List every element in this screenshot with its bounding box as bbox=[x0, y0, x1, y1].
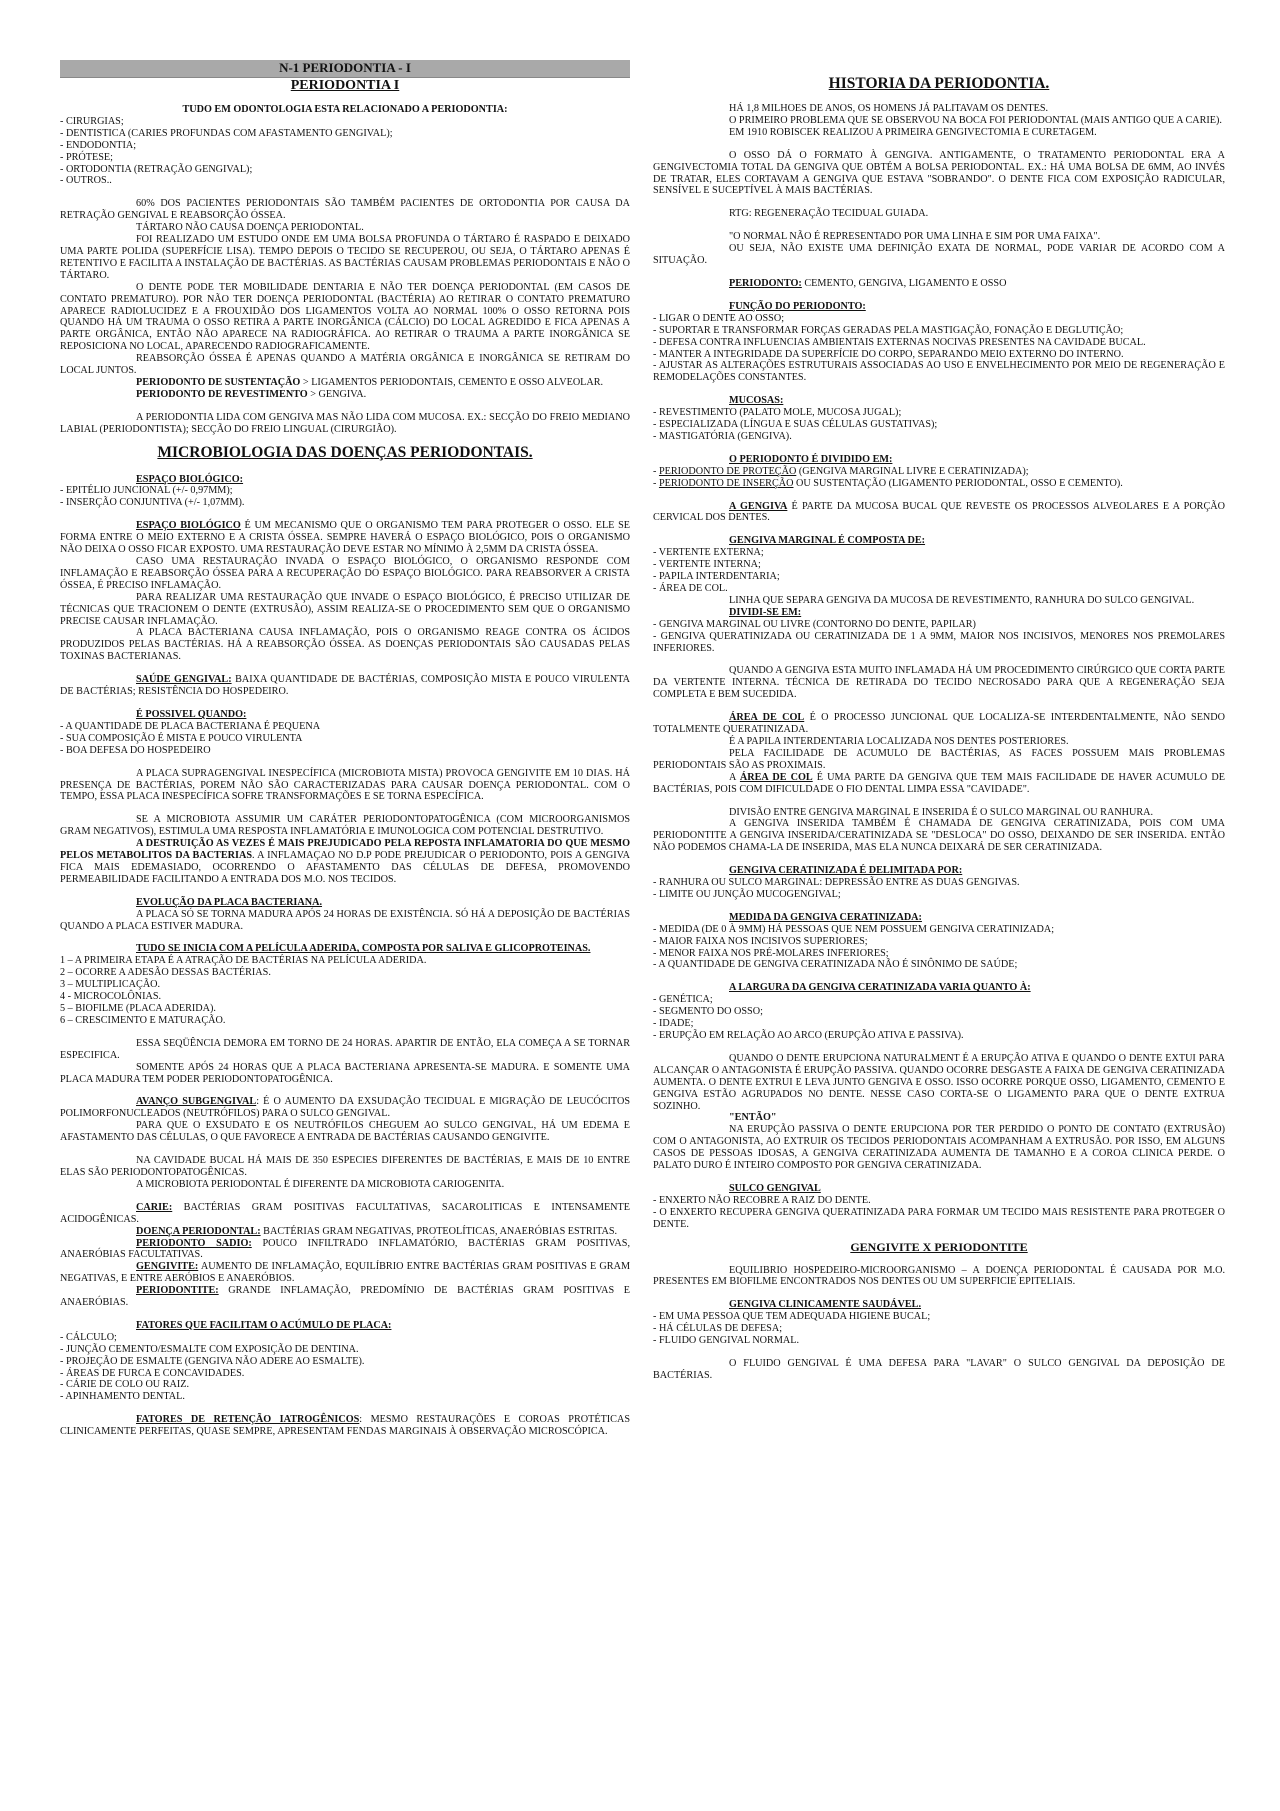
list-item: - MEDIDA (DE 0 À 9MM) HÁ PESSOAS QUE NEM POSSUEM GENGIVA CERATINIZADA; bbox=[653, 923, 1055, 935]
paragraph: A PLACA SUPRAGENGIVAL INESPECÍFICA (MICROBIOTA MISTA) PROVOCA GENGIVITE EM 10 DIAS. HÁ PRESENÇA DE BACTÉRIAS, POREM NÃO SÃO CARACTERIZADAS PARA CAUSAR DOENÇA PERIODONTAL. COM O TEMPO, ESSA PLACA INESPECÍFICA SOFRE TRANSFORMAÇÕES E SE TORNA ESPECÍFICA. bbox=[60, 767, 630, 803]
list-item: - MASTIGATÓRIA (GENGIVA). bbox=[653, 430, 792, 442]
paragraph: LINHA QUE SEPARA GENGIVA DA MUCOSA DE REVESTIMENTO, RANHURA DO SULCO GENGIVAL. bbox=[729, 594, 1195, 606]
paragraph: A GENGIVA INSERIDA TAMBÉM É CHAMADA DE GENGIVA CERATINIZADA, POIS COM UMA PERIODONTITE A GENGIVA INSERIDA/CERATINIZADA SE "DESLOCA" DO OSSO, DEIXANDO DE SER INSERIDA. ENTÃO NÃO PODEMOS CHAMA-LA DE INSERIDA, MAS ELA NUNCA DEIXARÁ DE SER CERATINIZADA. bbox=[653, 818, 1225, 854]
list-item: - VERTENTE INTERNA; bbox=[653, 559, 761, 571]
bold-term: A GENGIVA bbox=[729, 500, 788, 512]
list-item: - CÁLCULO; bbox=[60, 1331, 117, 1343]
section-title: HISTORIA DA PERIODONTIA. bbox=[828, 75, 1050, 92]
list-item: - APINHAMENTO DENTAL. bbox=[60, 1391, 185, 1403]
paragraph: O FLUIDO GENGIVAL É UMA DEFESA PARA "LAVAR" O SULCO GENGIVAL DA DEPOSIÇÃO DE BACTÉRIAS. bbox=[653, 1357, 1225, 1381]
list-item: - EM UMA PESSOA QUE TEM ADEQUADA HIGIENE BUCAL; bbox=[653, 1311, 931, 1323]
intro-heading: TUDO EM ODONTOLOGIA ESTA RELACIONADO A PERIODONTIA: bbox=[182, 104, 508, 115]
list-item: - ÁREAS DE FURCA E CONCAVIDADES. bbox=[60, 1367, 245, 1379]
text-run: GRANDE INFLAMAÇÃO, PREDOMÍNIO DE BACTÉRIAS GRAM POSITIVAS E ANAERÓBIAS. bbox=[60, 1285, 630, 1309]
paragraph: "O NORMAL NÃO É REPRESENTADO POR UMA LINHA E SIM POR UMA FAIXA". bbox=[729, 231, 1101, 243]
list-item: - GENÉTICA; bbox=[653, 994, 713, 1006]
text-run: : MESMO RESTAURAÇÕES E COROAS PROTÉTICAS CLINICAMENTE PERFEITAS, QUASE SEMPRE, APRESENTAM FENDAS MARGINAIS À OBSERVAÇÃO MICROSCÓPICA. bbox=[60, 1414, 630, 1438]
paragraph: QUANDO O DENTE ERUPCIONA NATURALMENT É A ERUPÇÃO ATIVA E QUANDO O DENTE EXTUI PARA ALCANÇAR O ANTAGONISTA É ERUPÇÃO PASSIVA. QUANDO OCORRE DESGASTE A FAIXA DE GENGIVA CERATINIZADA AUMENTA. O DENTE EXTRUI E LEVA JUNTO GENGIVA E OSSO. ISSO OCORRE PORQUE OSSO, LIGAMENTO, CEMENTO E GENGIVA ESTÃO AGRUPADOS NO DENTE. NESSE CASO CORTA-SE O LIGAMENTO PARA QUE O DENTE EXTRUA SOZINHO. bbox=[653, 1052, 1225, 1112]
paragraph bbox=[60, 1414, 630, 1438]
list-item: - PROJEÇÃO DE ESMALTE (GENGIVA NÃO ADERE AO ESMALTE). bbox=[60, 1355, 365, 1367]
right-column bbox=[653, 60, 1225, 1382]
list-item: - DENTISTICA (CARIES PROFUNDAS COM AFASTAMENTO GENGIVAL); bbox=[60, 127, 393, 139]
list-item: - CIRURGIAS; bbox=[60, 115, 124, 127]
list-item: - ERUPÇÃO EM RELAÇÃO AO ARCO (ERUPÇÃO ATIVA E PASSIVA). bbox=[653, 1030, 964, 1041]
text-run: POUCO INFILTRADO INFLAMATÓRIO, BACTÉRIAS GRAM POSITIVAS, ANAERÓBIAS FACULTATIVAS. bbox=[60, 1237, 630, 1261]
list-item: 6 – CRESCIMENTO E MATURAÇÃO. bbox=[60, 1014, 226, 1026]
bold-term: A DESTRUIÇÃO AS VEZES É MAIS PREJUDICADO PELA REPOSTA INFLAMATORIA DO QUE MESMO PELOS METABOLITOS DA BACTERIAS bbox=[60, 838, 630, 862]
paragraph bbox=[60, 377, 630, 389]
text-run: A bbox=[729, 771, 740, 783]
bold-term: FATORES DE RETENÇÃO IATROGÊNICOS bbox=[136, 1414, 360, 1426]
subsection-title: DIVIDI-SE EM: bbox=[729, 606, 802, 618]
paragraph bbox=[60, 389, 630, 401]
list-item: - INSERÇÃO CONJUNTIVA (+/- 1,07MM). bbox=[60, 497, 245, 509]
list-item: - MENOR FAIXA NOS PRÉ-MOLARES INFERIORES; bbox=[653, 947, 889, 959]
left-column bbox=[60, 60, 630, 1438]
text-run: É UM MECANISMO QUE O ORGANISMO TEM PARA PROTEGER O OSSO. ELE SE FORMA ENTRE O MEIO EXTERNO E A CRISTA ÓSSEA. SEMPRE HAVERÁ O ESPAÇO BIOLÓGICO, POIS O ORGANISMO NÃO DEIXA O OSSO FICAR EXPOSTO. UMA RESTAURAÇÃO DEVE ESTAR NO MÍNIMO À 2,5MM DA CRISTA ÓSSEA. bbox=[60, 520, 630, 556]
text-run: AUMENTO DE INFLAMAÇÃO, EQUILÍBRIO ENTRE BACTÉRIAS GRAM POSITIVAS E GRAM NEGATIVAS, E ENTRE AERÓBIOS E ANAERÓBIOS. bbox=[60, 1261, 630, 1285]
paragraph: OU SEJA, NÃO EXISTE UMA DEFINIÇÃO EXATA DE NORMAL, PODE VARIAR DE ACORDO COM A SITUAÇÃO. bbox=[653, 243, 1225, 267]
list-item: - PERIODONTO DE INSERÇÃO OU SUSTENTAÇÃO (LIGAMENTO PERIODONTAL, OSSO E CEMENTO). bbox=[653, 477, 1123, 489]
paragraph: O PRIMEIRO PROBLEMA QUE SE OBSERVOU NA BOCA FOI PERIODONTAL (MAIS ANTIGO QUE A CARIE). bbox=[729, 114, 1222, 126]
subsection-title: A LARGURA DA GENGIVA CERATINIZADA VARIA QUANTO À: bbox=[729, 982, 1031, 994]
paragraph: ESSA SEQÜÊNCIA DEMORA EM TORNO DE 24 HORAS. APARTIR DE ENTÃO, ELA COMEÇA A SE TORNAR ESPECIFICA. bbox=[60, 1037, 630, 1061]
subsection-title: FUNÇÃO DO PERIODONTO: bbox=[729, 300, 866, 312]
paragraph: SE A MICROBIOTA ASSUMIR UM CARÁTER PERIODONTOPATOGÊNICA (COM MICROORGANISMOS GRAM NEGATIVOS), ESTIMULA UMA RESPOSTA INFLAMATÓRIA E IMUNOLOGICA COM POTENCIAL DESTRUTIVO. bbox=[60, 814, 630, 838]
bold-term: PERIODONTO: bbox=[729, 277, 802, 289]
paragraph: FOI REALIZADO UM ESTUDO ONDE EM UMA BOLSA PROFUNDA O TÁRTARO É RASPADO E DEIXADO UMA PARTE POLIDA (SUPERFÍCIE LISA). TEMPO DEPOIS O TECIDO SE RECUPEROU, OU SEJA, O TÁRTARO APENAS É RETENTIVO E FACILITA A INSTALAÇÃO DE BACTÉRIAS. AS BACTÉRIAS CAUSAM PROBLEMAS PERIODONTAIS E NÃO O TÁRTARO. bbox=[60, 234, 630, 281]
bold-term: ESPAÇO BIOLÓGICO bbox=[136, 520, 241, 532]
subsection-title: GENGIVA CLINICAMENTE SAUDÁVEL. bbox=[729, 1299, 921, 1311]
paragraph bbox=[60, 1261, 630, 1285]
paragraph: A PLACA BACTERIANA CAUSA INFLAMAÇÃO, POIS O ORGANISMO REAGE CONTRA OS ÁCIDOS PRODUZIDOS PELAS BACTÉRIAS. HÁ A REABSORÇÃO ÓSSEA. AS DOENÇAS PERIODONTAIS SÃO CAUSADAS PELAS TOXINAS BACTERIANAS. bbox=[60, 627, 630, 663]
paragraph bbox=[653, 772, 1225, 796]
paragraph: SOMENTE APÓS 24 HORAS QUE A PLACA BACTERIANA APRESENTA-SE MADURA. E SOMENTE UMA PLACA MADURA TEM PODER PERIODONTOPATOGÊNICA. bbox=[60, 1061, 630, 1085]
list-item: - BOA DEFESA DO HOSPEDEIRO bbox=[60, 744, 211, 756]
paragraph: PELA FACILIDADE DE ACUMULO DE BACTÉRIAS, AS FACES POSSUEM MAIS PROBLEMAS PERIODONTAIS SÃO AS PROXIMAIS. bbox=[653, 747, 1225, 771]
text-run: OU SUSTENTAÇÃO (LIGAMENTO PERIODONTAL, OSSO E CEMENTO). bbox=[793, 477, 1123, 489]
page-title: PERIODONTIA I bbox=[290, 78, 400, 93]
bold-term: GENGIVITE: bbox=[136, 1261, 199, 1273]
subsection-title: MUCOSAS: bbox=[729, 395, 784, 407]
subsection-title: FATORES QUE FACILITAM O ACÚMULO DE PLACA: bbox=[136, 1319, 392, 1331]
list-item: - PRÓTESE; bbox=[60, 151, 113, 163]
paragraph bbox=[60, 1096, 630, 1120]
paragraph bbox=[60, 838, 630, 886]
list-item: - PAPILA INTERDENTARIA; bbox=[653, 571, 780, 583]
text-run: > GENGIVA. bbox=[307, 388, 367, 400]
subsection-title: "ENTÃO" bbox=[729, 1112, 777, 1124]
list-item: - FLUIDO GENGIVAL NORMAL. bbox=[653, 1335, 800, 1347]
bold-term: PERIODONTITE: bbox=[136, 1285, 219, 1297]
paragraph bbox=[60, 1226, 630, 1238]
text-run: É O PROCESSO JUNCIONAL QUE LOCALIZA-SE INTERDENTALMENTE, NÃO SENDO TOTALMENTE QUERATINIZADA. bbox=[653, 712, 1225, 736]
paragraph: A PLACA SÓ SE TORNA MADURA APÓS 24 HORAS DE EXISTÊNCIA. SÓ HÁ A DEPOSIÇÃO DE BACTÉRIAS QUANDO A PLACA ESTIVER MADURA. bbox=[60, 908, 630, 932]
text-run: BACTÉRIAS GRAM POSITIVAS FACULTATIVAS, SACAROLITICAS E INTENSAMENTE ACIDOGÊNICAS. bbox=[60, 1201, 630, 1225]
paragraph: PARA QUE O EXSUDATO E OS NEUTRÓFILOS CHEGUEM AO SULCO GENGIVAL, HÁ UM EDEMA E AFASTAMENTO DAS CÉLULAS, O QUE FAVORECE A ENTRADA DE BACTÉRIAS CAUSANDO GENGIVITE. bbox=[60, 1120, 630, 1144]
list-item: - LIGAR O DENTE AO OSSO; bbox=[653, 312, 785, 324]
list-item: - ORTODONTIA (RETRAÇÃO GENGIVAL); bbox=[60, 163, 253, 175]
list-item: - LIMITE OU JUNÇÃO MUCOGENGIVAL; bbox=[653, 888, 841, 900]
paragraph: REABSORÇÃO ÓSSEA É APENAS QUANDO A MATÉRIA ORGÂNICA E INORGÂNICA SE RETIRAM DO LOCAL JUNTOS. bbox=[60, 353, 630, 377]
text-run: (GENGIVA MARGINAL LIVRE E CERATINIZADA); bbox=[796, 465, 1029, 477]
underlined-term: PERIODONTO DE PROTEÇÃO bbox=[658, 465, 797, 477]
list-item: - A QUANTIDADE DE PLACA BACTERIANA É PEQUENA bbox=[60, 720, 321, 732]
subsection-title: É POSSIVEL QUANDO: bbox=[136, 708, 247, 720]
text-run: BAIXA QUANTIDADE DE BACTÉRIAS, COMPOSIÇÃO MISTA E POUCO VIRULENTA DE BACTÉRIAS; RESISTÊNCIA DO HOSPEDEIRO. bbox=[60, 674, 631, 698]
list-item: - GENGIVA QUERATINIZADA OU CERATINIZADA DE 1 A 9MM, MAIOR NOS INCISIVOS, MENORES NOS PREMOLARES INFERIORES. bbox=[653, 630, 1225, 654]
paragraph bbox=[653, 712, 1225, 736]
paragraph bbox=[653, 278, 1225, 290]
subsection-title: MEDIDA DA GENGIVA CERATINIZADA: bbox=[729, 911, 922, 923]
list-item: - ÁREA DE COL. bbox=[653, 583, 728, 594]
list-item: - O ENXERTO RECUPERA GENGIVA QUERATINIZADA PARA FORMAR UM TECIDO MAIS RESISTENTE PARA PROTEGER O DENTE. bbox=[653, 1206, 1225, 1230]
bold-term: PERIODONTO DE SUSTENTAÇÃO bbox=[136, 376, 301, 388]
bold-term: ÁREA DE COL bbox=[729, 712, 805, 724]
list-item: - GENGIVA MARGINAL OU LIVRE (CONTORNO DO DENTE, PAPILAR) bbox=[653, 618, 976, 630]
list-item: - VERTENTE EXTERNA; bbox=[653, 547, 764, 559]
subsection-title: GENGIVITE X PERIODONTITE bbox=[850, 1239, 1028, 1254]
section-title: MICROBIOLOGIA DAS DOENÇAS PERIODONTAIS. bbox=[157, 443, 533, 461]
subsection-title: GENGIVA CERATINIZADA É DELIMITADA POR: bbox=[729, 865, 963, 877]
bold-term: DOENÇA PERIODONTAL: bbox=[136, 1225, 261, 1237]
list-item: - RANHURA OU SULCO MARGINAL: DEPRESSÃO ENTRE AS DUAS GENGIVAS. bbox=[653, 877, 1020, 889]
paragraph: RTG: REGENERAÇÃO TECIDUAL GUIADA. bbox=[729, 208, 929, 220]
subsection-title: SULCO GENGIVAL bbox=[729, 1182, 821, 1194]
bold-term: PERIODONTO SADIO: bbox=[136, 1237, 252, 1249]
subsection-title: GENGIVA MARGINAL É COMPOSTA DE: bbox=[729, 535, 926, 547]
paragraph bbox=[60, 1202, 630, 1226]
bold-term: SAÚDE GENGIVAL: bbox=[136, 674, 232, 686]
paragraph bbox=[653, 501, 1225, 525]
paragraph: EQUILIBRIO HOSPEDEIRO-MICROORGANISMO – A DOENÇA PERIODONTAL É CAUSADA POR M.O. PRESENTES EM BIOFILME ENCONTRADOS NOS DENTES OU UM SUPERFICIE EPITELIAIS. bbox=[653, 1264, 1225, 1288]
bold-term: AVANÇO SUBGENGIVAL bbox=[136, 1096, 257, 1108]
list-item: - HÁ CÉLULAS DE DEFESA; bbox=[653, 1323, 783, 1335]
text-run: BACTÉRIAS GRAM NEGATIVAS, PROTEOLÍTICAS, ANAERÓBIAS ESTRITAS. bbox=[260, 1225, 618, 1237]
text-run: CEMENTO, GENGIVA, LIGAMENTO E OSSO bbox=[801, 277, 1007, 289]
bold-term: PERIODONTO DE REVESTIMENTO bbox=[136, 388, 308, 400]
list-item: - SUA COMPOSIÇÃO É MISTA E POUCO VIRULENTA bbox=[60, 732, 303, 744]
list-item: - DEFESA CONTRA INFLUENCIAS AMBIENTAIS EXTERNAS NOCIVAS PRESENTES NA CAVIDADE BUCAL. bbox=[653, 336, 1146, 348]
paragraph: PARA REALIZAR UMA RESTAURAÇÃO QUE INVADE O ESPAÇO BIOLÓGICO, É PRECISO UTILIZAR DE TÉCNICAS QUE TRACIONEM O DENTE (EXTRUSÃO), ASSIM REALIZA-SE O PROCEDIMENTO SEM QUE O ORGANISMO PRECISE CAUSAR INFLAMAÇÃO. bbox=[60, 591, 630, 627]
list-item: 2 – OCORRE A ADESÃO DESSAS BACTÉRIAS. bbox=[60, 967, 271, 979]
list-item: - CÁRIE DE COLO OU RAIZ. bbox=[60, 1379, 190, 1391]
paragraph: 60% DOS PACIENTES PERIODONTAIS SÃO TAMBÉM PACIENTES DE ORTODONTIA POR CAUSA DA RETRAÇÃO GENGIVAL E REABSORÇÃO ÓSSEA. bbox=[60, 198, 630, 222]
subsection-title: ESPAÇO BIOLÓGICO: bbox=[136, 473, 244, 485]
paragraph: TÁRTARO NÃO CAUSA DOENÇA PERIODONTAL. bbox=[136, 222, 364, 234]
list-item: - MANTER A INTEGRIDADE DA SUPERFÍCIE DO CORPO, SEPARANDO MEIO EXTERNO DO INTERNO. bbox=[653, 348, 1124, 360]
subsection-title: O PERIODONTO É DIVIDIDO EM: bbox=[729, 453, 893, 465]
paragraph bbox=[60, 674, 630, 698]
list-item: 4 - MICROCOLÔNIAS. bbox=[60, 991, 162, 1003]
text-run: > LIGAMENTOS PERIODONTAIS, CEMENTO E OSSO ALVEOLAR. bbox=[300, 376, 604, 388]
list-item: - EPITÉLIO JUNCIONAL (+/- 0,97MM); bbox=[60, 485, 233, 497]
list-item: - OUTROS.. bbox=[60, 175, 112, 187]
header-bar: N-1 PERIODONTIA - I bbox=[60, 60, 630, 78]
list-item: - REVESTIMENTO (PALATO MOLE, MUCOSA JUGAL); bbox=[653, 407, 902, 419]
list-item: - AJUSTAR AS ALTERAÇÕES ESTRUTURAIS ASSOCIADAS AO USO E ENVELHECIMENTO POR MEIO DE REGENERAÇÃO E REMODELAÇÕES CONSTANTES. bbox=[653, 360, 1225, 384]
list-item: - A QUANTIDADE DE GENGIVA CERATINIZADA NÃO É SINÔNIMO DE SAÚDE; bbox=[653, 959, 1018, 971]
paragraph: DIVISÃO ENTRE GENGIVA MARGINAL E INSERIDA É O SULCO MARGINAL OU RANHURA. bbox=[729, 806, 1154, 818]
paragraph: A PERIODONTIA LIDA COM GENGIVA MAS NÃO LIDA COM MUCOSA. EX.: SECÇÃO DO FREIO MEDIANO LABIAL (PERIODONTISTA); SECÇÃO DO FREIO LINGUAL (CIRURGIÃO). bbox=[60, 411, 630, 435]
paragraph: EM 1910 ROBISCEK REALIZOU A PRIMEIRA GENGIVECTOMIA E CURETAGEM. bbox=[729, 126, 1097, 138]
paragraph: O OSSO DÁ O FORMATO À GENGIVA. ANTIGAMENTE, O TRATAMENTO PERIODONTAL ERA A GENGIVECTOMIA TOTAL DA GENGIVA QUE OBTÉM A BOLSA PERIODONTAL. EX.: HÁ UMA BOLSA DE 6MM, AO INVÉS DE TRATAR, ELES CORTAVAM A GENGIVA QUE ESTAVA "SOBRANDO". O DENTE FICA COM EXPOSIÇÃO RADICULAR, SENSÍVEL E SUCEPTÍVEL À MAIS BACTÉRIAS. bbox=[653, 149, 1225, 197]
text-run: . A INFLAMAÇAO NO D.P PODE PREJUDICAR O PERIODONTO, POIS A GENGIVA FICA MAIS EDEMASIADO, OCORRENDO O AFASTAMENTO DAS CÉLULAS DE DEFESA, PROMOVENDO PERMEABILIDADE FACILITANDO A ENTRADA DOS M.O. NOS TECIDOS. bbox=[60, 850, 630, 885]
paragraph: NA CAVIDADE BUCAL HÁ MAIS DE 350 ESPECIES DIFERENTES DE BACTÉRIAS, E MAIS DE 10 ENTRE ELAS SÃO PERIODONTOPATOGÊNICAS. bbox=[60, 1155, 630, 1178]
paragraph: A MICROBIOTA PERIODONTAL É DIFERENTE DA MICROBIOTA CARIOGENITA. bbox=[136, 1178, 505, 1190]
paragraph: NA ERUPÇÃO PASSIVA O DENTE ERUPCIONA POR TER PERDIDO O PONTO DE CONTATO (EXTRUSÃO) COM O ANTAGONISTA, AO EXTRUIR OS TECIDOS PERIODONTAIS ACOMPANHAM A EXTRUSÃO. POR ISSO, EM ALGUNS CASOS DE PESSOAS IDOSAS, A GENGIVA CERATINIZADA AUMENTA DE TAMANHO E A COROA CLINICA PERDE. O PALATO DURO É INTEIRO COMPOSTO POR GENGIVA CERATINIZADA. bbox=[653, 1124, 1225, 1172]
text-run: É UMA PARTE DA GENGIVA QUE TEM MAIS FACILIDADE DE HAVER ACUMULO DE BACTÉRIAS, POIS COM DIFICULDADE O FIO DENTAL LIMPA ESSA "CAVIDADE". bbox=[653, 771, 1225, 795]
text-run: : É O AUMENTO DA EXSUDAÇÃO TECIDUAL E MIGRAÇÃO DE LEUCÓCITOS POLIMORFONUCLEADOS (NEUTRÓFILOS) PARA O SULCO GENGIVAL. bbox=[60, 1096, 630, 1120]
list-item: 3 – MULTIPLICAÇÃO. bbox=[60, 979, 161, 991]
bold-term: CARIE: bbox=[136, 1201, 173, 1213]
paragraph: É A PAPILA INTERDENTARIA LOCALIZADA NOS DENTES POSTERIORES. bbox=[729, 735, 1069, 747]
list-item: - JUNÇÃO CEMENTO/ESMALTE COM EXPOSIÇÃO DE DENTINA. bbox=[60, 1343, 359, 1355]
text-run: É PARTE DA MUCOSA BUCAL QUE REVESTE OS PROCESSOS ALVEOLARES E A PORÇÃO CERVICAL DOS DENTES. bbox=[653, 500, 1225, 524]
list-item: - ESPECIALIZADA (LÍNGUA E SUAS CÉLULAS GUSTATIVAS); bbox=[653, 419, 938, 431]
paragraph bbox=[60, 1238, 630, 1262]
subsection-title: EVOLUÇÃO DA PLACA BACTERIANA. bbox=[136, 896, 323, 908]
list-item: - ENXERTO NÃO RECOBRE A RAIZ DO DENTE. bbox=[653, 1194, 871, 1206]
paragraph bbox=[60, 1285, 630, 1309]
underlined-term: PERIODONTO DE INSERÇÃO bbox=[658, 477, 794, 489]
list-item: 1 – A PRIMEIRA ETAPA É A ATRAÇÃO DE BACTÉRIAS NA PELÍCULA ADERIDA. bbox=[60, 955, 427, 967]
paragraph: CASO UMA RESTAURAÇÃO INVADA O ESPAÇO BIOLÓGICO, O ORGANISMO RESPONDE COM INFLAMAÇÃO E REABSORÇÃO ÓSSEA PARA A RECUPERAÇÃO DO ESPAÇO BIOLÓGICO. PARA REABSORVER A CRISTA ÓSSEA, É PRECISO INFLAMAÇÃO. bbox=[60, 556, 630, 591]
intro-list bbox=[60, 116, 630, 187]
list-item: - IDADE; bbox=[653, 1018, 694, 1030]
subsection-title: TUDO SE INICIA COM A PELÍCULA ADERIDA, COMPOSTA POR SALIVA E GLICOPROTEINAS. bbox=[136, 943, 591, 955]
paragraph: HÁ 1,8 MILHOES DE ANOS, OS HOMENS JÁ PALITAVAM OS DENTES. bbox=[729, 103, 1049, 114]
list-item: - PERIODONTO DE PROTEÇÃO (GENGIVA MARGINAL LIVRE E CERATINIZADA); bbox=[653, 465, 1029, 477]
paragraph bbox=[60, 520, 630, 556]
list-item: - SUPORTAR E TRANSFORMAR FORÇAS GERADAS PELA MASTIGAÇÃO, FONAÇÃO E DEGLUTIÇÃO; bbox=[653, 324, 1124, 336]
paragraph: O DENTE PODE TER MOBILIDADE DENTARIA E NÃO TER DOENÇA PERIODONTAL (EM CASOS DE CONTATO PREMATURO). POR NÃO TER DOENÇA PERIODONTAL (BACTÉRIA) AO RETIRAR O CONTATO PREMATURO APARECE RADIOLUCIDEZ E A FROUXIDÃO DOS LIGAMENTOS VOLTA AO NORMAL 100% O OSSO RETORNA POIS QUANDO HÁ UM TRAUMA O OSSO RETIRA A PARTE INORGÂNICA (CÁLCIO) DO LOCAL AGREDIDO E FICA APENAS A PARTE ORGÂNICA, ENTÃO NÃO APARECE NA RADIOGRÁFICA. AO RETIRAR O TRAUMA A PARTE INORGÂNICA SE REPOSICIONA NO LOCAL, APARECENDO RADIOGRAFICAMENTE. bbox=[60, 281, 630, 353]
list-item: 5 – BIOFILME (PLACA ADERIDA). bbox=[60, 1003, 216, 1014]
paragraph: QUANDO A GENGIVA ESTA MUITO INFLAMADA HÁ UM PROCEDIMENTO CIRÚRGICO QUE CORTA PARTE DA VERTENTE INTERNA. TÉCNICA DE RETIRADA DO TECIDO NECROSADO PARA QUE A REGENERAÇÃO SEJA COMPLETA E BEM SUCEDIDA. bbox=[653, 665, 1225, 701]
list-item: - SEGMENTO DO OSSO; bbox=[653, 1006, 763, 1018]
list-item: - ENDODONTIA; bbox=[60, 139, 137, 151]
list-item: - MAIOR FAIXA NOS INCISIVOS SUPERIORES; bbox=[653, 935, 868, 947]
bold-term: ÁREA DE COL bbox=[739, 771, 813, 783]
